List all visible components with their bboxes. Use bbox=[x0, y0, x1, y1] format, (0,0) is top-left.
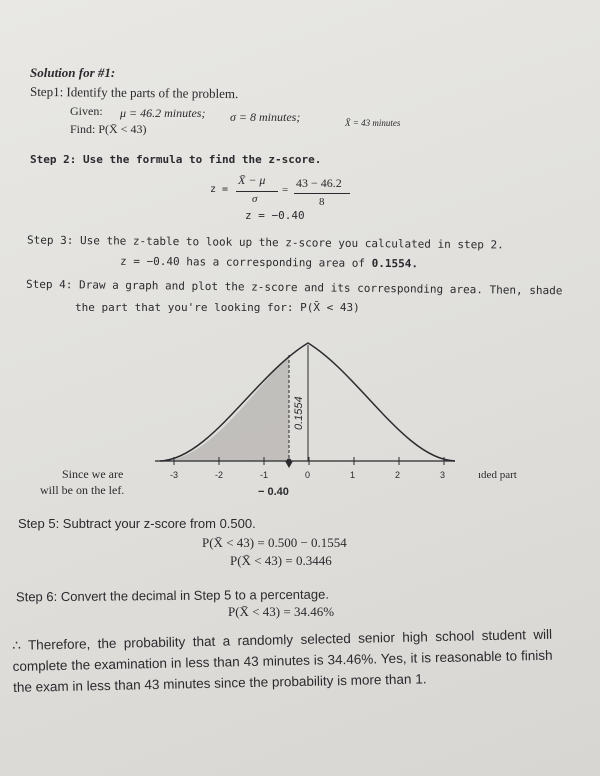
given-label: Given: bbox=[70, 104, 103, 118]
given-xbar: X̄ = 43 minutes bbox=[345, 118, 401, 128]
value-numerator: 43 − 46.2 bbox=[296, 176, 342, 190]
tick-label: 0 bbox=[305, 470, 311, 480]
step6-line: P(X̄ < 43) = 34.46% bbox=[228, 604, 335, 619]
step3-line bbox=[120, 255, 418, 271]
tick-label: -3 bbox=[170, 470, 179, 480]
shaded-area bbox=[165, 355, 289, 461]
z-point bbox=[287, 459, 292, 464]
step5-line2: P(X̄ < 43) = 0.3446 bbox=[230, 553, 332, 568]
tick-label: 2 bbox=[395, 470, 401, 480]
will-be-text: will be on the lef. bbox=[40, 483, 125, 497]
step4-subtitle: the part that you're looking for: P(X̄ < 43) bbox=[75, 301, 360, 314]
value-denominator: 8 bbox=[319, 196, 325, 208]
normal-curve-graph bbox=[150, 335, 460, 500]
tick-label: -2 bbox=[215, 470, 224, 480]
step1-title: Step1: Identify the parts of the problem. bbox=[29, 83, 239, 102]
step2-title: Step 2: Use the formula to find the z-score. bbox=[30, 153, 322, 166]
z-equals: z = bbox=[210, 184, 229, 195]
step3-title: Step 3: Use the z-table to look up the z-score you calculated in step 2. bbox=[26, 233, 504, 252]
sided-text: ıded part bbox=[478, 469, 517, 481]
tick-label: -1 bbox=[260, 470, 269, 480]
step4-title: Step 4: Draw a graph and plot the z-score and its corresponding area. Then, shade bbox=[25, 277, 563, 298]
step5-line1: P(X̄ < 43) = 0.500 − 0.1554 bbox=[202, 535, 347, 550]
formula-numerator: X̄ − μ bbox=[238, 173, 266, 187]
tick-label: 3 bbox=[440, 470, 446, 480]
area-label: 0.1554 bbox=[293, 396, 305, 430]
conclusion-paragraph: ∴ Therefore, the probability that a randomly selected senior high school student will complete the examination in less than 43 minutes is 34.46%. Yes, it is reasonable to finish the exam in less than 43 minutes since the probability is more than 1. bbox=[12, 626, 553, 695]
given-sigma: σ = 8 minutes; bbox=[230, 110, 301, 124]
formula-fraction-bar bbox=[236, 191, 278, 192]
find-label: Find: P(X̄ < 43) bbox=[70, 122, 147, 136]
since-text: Since we are bbox=[62, 467, 124, 481]
tick-label: 1 bbox=[350, 470, 356, 480]
given-mu: μ = 46.2 minutes; bbox=[120, 106, 206, 120]
step6-title: Step 6: Convert the decimal in Step 5 to a percentage. bbox=[15, 586, 329, 605]
step3-text: z = −0.40 has a corresponding area of bbox=[119, 254, 366, 270]
value-fraction-bar bbox=[294, 193, 350, 194]
formula-denominator: σ bbox=[252, 193, 258, 205]
step3-area: 0.1554. bbox=[371, 256, 419, 271]
formula-equals: = bbox=[282, 184, 289, 196]
solution-heading: Solution for #1: bbox=[30, 65, 116, 80]
z-result: z = −0.40 bbox=[245, 209, 305, 222]
step5-title: Step 5: Subtract your z-score from 0.500. bbox=[18, 516, 256, 531]
z-value-label: − 0.40 bbox=[258, 486, 289, 498]
